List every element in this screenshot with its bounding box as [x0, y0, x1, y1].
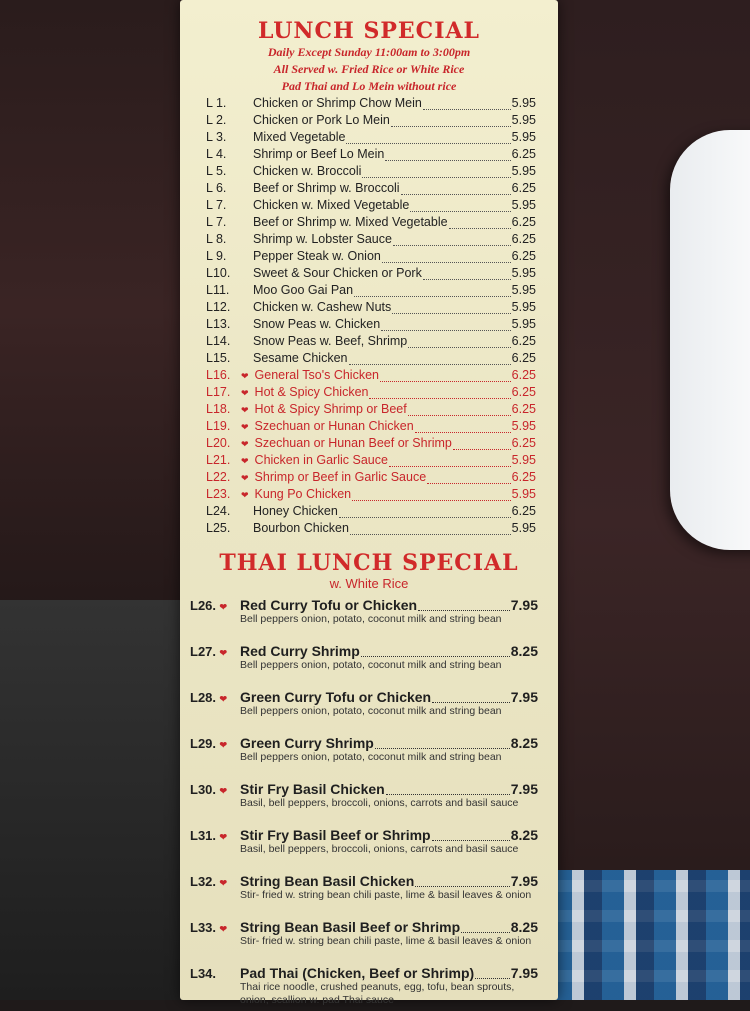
chili-pepper-icon: ❤ [241, 422, 249, 432]
lunch-item-list [206, 96, 536, 538]
item-code: L25. [206, 521, 231, 535]
item-code: L 5. [206, 164, 227, 178]
dot-leader [410, 201, 510, 212]
dot-leader [349, 354, 511, 365]
item-price: 5.95 [511, 419, 536, 433]
thai-item-row [190, 965, 538, 981]
item-price: 7.95 [510, 965, 538, 981]
item-price: 6.25 [511, 368, 536, 382]
item-name: Bourbon Chicken [253, 521, 349, 535]
dot-leader [389, 456, 511, 467]
item-code [190, 828, 240, 843]
dot-leader [423, 269, 511, 280]
menu-item-row [206, 504, 536, 521]
item-price: 6.25 [511, 470, 536, 484]
chili-pepper-icon: ❤ [241, 473, 249, 483]
menu-item-row [206, 266, 536, 283]
thai-menu-item [190, 689, 538, 735]
item-price: 8.25 [510, 827, 538, 843]
item-price: 6.25 [511, 215, 536, 229]
dot-leader [415, 422, 511, 433]
item-name: Beef or Shrimp w. Mixed Vegetable [253, 215, 448, 229]
item-name: Hot & Spicy Shrimp or Beef [254, 402, 407, 416]
menu-item-row [206, 164, 536, 181]
lunch-special-title: LUNCH SPECIAL [257, 18, 481, 44]
thai-menu-item [190, 873, 538, 919]
dot-leader [391, 116, 511, 127]
dot-leader [408, 337, 510, 348]
item-name: Stir Fry Basil Beef or Shrimp [240, 827, 431, 843]
item-price: 5.95 [511, 96, 536, 110]
dot-leader [362, 167, 510, 178]
thai-menu-item [190, 781, 538, 827]
item-code: L 8. [206, 232, 227, 246]
item-code [190, 920, 240, 935]
thai-lunch-special-title: THAI LUNCH SPECIAL [219, 550, 519, 576]
item-code: L17. [206, 385, 231, 399]
item-name: Shrimp w. Lobster Sauce [253, 232, 392, 246]
menu-item-row [206, 351, 536, 368]
item-name: Shrimp or Beef Lo Mein [253, 147, 385, 161]
item-name: Pepper Steak w. Onion [253, 249, 381, 263]
item-code: L23. [206, 487, 231, 501]
item-description: Basil, bell peppers, broccoli, onions, carrots and basil sauce [240, 843, 519, 855]
dot-leader [415, 876, 509, 887]
dot-leader [408, 405, 511, 416]
thai-item-list [190, 597, 538, 1011]
menu-item-row [206, 521, 536, 538]
item-price: 5.95 [511, 283, 536, 297]
item-code-text: L28. [190, 690, 217, 705]
chili-pepper-icon: ❤ [217, 924, 228, 934]
item-code: L 1. [206, 96, 227, 110]
dot-leader [375, 738, 510, 749]
dot-leader [369, 388, 510, 399]
menu-item-row [206, 470, 536, 487]
item-name: Chicken w. Cashew Nuts [253, 300, 392, 314]
thai-item-row [190, 827, 538, 843]
chili-pepper-icon: ❤ [241, 456, 249, 466]
thai-item-row [190, 643, 538, 659]
chili-pepper-icon: ❤ [217, 832, 228, 842]
item-price: 5.95 [511, 266, 536, 280]
chili-pepper-icon: ❤ [217, 648, 228, 658]
item-name: String Bean Basil Chicken [240, 873, 415, 889]
dot-leader [432, 830, 510, 841]
chili-pepper-icon: ❤ [241, 490, 249, 500]
item-code: L 7. [206, 215, 227, 229]
item-code: L11. [206, 283, 230, 297]
menu-item-row [206, 198, 536, 215]
item-name: Beef or Shrimp w. Broccoli [253, 181, 400, 195]
lunch-note: Pad Thai and Lo Mein without rice [281, 79, 457, 93]
item-price: 5.95 [511, 487, 536, 501]
thai-menu-item [190, 597, 538, 643]
item-code [190, 598, 240, 613]
chili-pepper-icon: ❤ [241, 371, 249, 381]
item-name: Pad Thai (Chicken, Beef or Shrimp) [240, 965, 475, 981]
thai-item-row [190, 873, 538, 889]
item-name: Red Curry Tofu or Chicken [240, 597, 418, 613]
item-code [190, 736, 240, 751]
thai-menu-item [190, 965, 538, 1011]
menu-item-row [206, 385, 536, 402]
item-code: L15. [206, 351, 231, 365]
item-name: Mixed Vegetable [253, 130, 346, 144]
dot-leader [432, 692, 510, 703]
item-name: Red Curry Shrimp [240, 643, 360, 659]
item-description: Stir- fried w. string bean chili paste, lime & basil leaves & onion [240, 935, 532, 947]
item-price: 8.25 [510, 919, 538, 935]
item-price: 6.25 [511, 334, 536, 348]
dot-leader [393, 235, 511, 246]
item-code [190, 966, 240, 981]
item-description: Basil, bell peppers, broccoli, onions, carrots and basil sauce [240, 797, 519, 809]
item-code: L 7. [206, 198, 227, 212]
menu-item-row [206, 317, 536, 334]
dot-leader [339, 507, 511, 518]
item-code: L24. [206, 504, 231, 518]
item-name: Green Curry Tofu or Chicken [240, 689, 432, 705]
item-price: 7.95 [510, 597, 538, 613]
item-name: Stir Fry Basil Chicken [240, 781, 385, 797]
floor [0, 600, 210, 1000]
item-name: Chicken in Garlic Sauce [254, 453, 388, 467]
thai-menu-item [190, 827, 538, 873]
lunch-note: All Served w. Fried Rice or White Rice [273, 62, 465, 76]
dot-leader [423, 99, 511, 110]
item-price: 7.95 [510, 873, 538, 889]
item-price: 5.95 [511, 453, 536, 467]
menu-item-row [206, 215, 536, 232]
item-description: Thai rice noodle, crushed peanuts, egg, tofu, bean sprouts, onion, scallion w. pad Thai sauce [240, 981, 515, 1006]
item-price: 6.25 [511, 147, 536, 161]
item-name: Snow Peas w. Beef, Shrimp [253, 334, 408, 348]
item-price: 6.25 [511, 181, 536, 195]
dot-leader [392, 303, 510, 314]
item-price: 6.25 [511, 402, 536, 416]
item-name: Chicken or Shrimp Chow Mein [253, 96, 422, 110]
thai-item-row [190, 919, 538, 935]
item-name: Chicken or Pork Lo Mein [253, 113, 390, 127]
dot-leader [461, 922, 510, 933]
item-description: Bell peppers onion, potato, coconut milk and string bean [240, 705, 502, 717]
item-code: L10. [206, 266, 231, 280]
dot-leader [401, 184, 511, 195]
item-code [190, 874, 240, 889]
menu-item-row [206, 249, 536, 266]
dot-leader [453, 439, 511, 450]
item-description: Bell peppers onion, potato, coconut milk and string bean [240, 659, 502, 671]
item-description: Bell peppers onion, potato, coconut milk and string bean [240, 613, 502, 625]
menu-item-row [206, 487, 536, 504]
menu-item-row [206, 232, 536, 249]
item-price: 5.95 [511, 521, 536, 535]
chili-pepper-icon: ❤ [217, 878, 228, 888]
item-name: Kung Po Chicken [254, 487, 352, 501]
menu-item-row [206, 283, 536, 300]
item-code [190, 644, 240, 659]
dot-leader [380, 371, 511, 382]
chili-pepper-icon: ❤ [217, 602, 228, 612]
plate [670, 130, 750, 550]
dot-leader [418, 600, 510, 611]
dot-leader [354, 286, 511, 297]
thai-item-row [190, 781, 538, 797]
item-price: 5.95 [511, 113, 536, 127]
item-code-text: L34. [190, 966, 217, 981]
item-name: Hot & Spicy Chicken [254, 385, 369, 399]
item-code-text: L29. [190, 736, 217, 751]
item-code-text: L33. [190, 920, 217, 935]
item-price: 7.95 [510, 689, 538, 705]
item-code-text: L32. [190, 874, 217, 889]
item-code-text: L31. [190, 828, 217, 843]
dot-leader [382, 252, 511, 263]
item-code: L 6. [206, 181, 227, 195]
chili-pepper-icon: ❤ [241, 388, 249, 398]
dot-leader [352, 490, 511, 501]
item-code: L 3. [206, 130, 227, 144]
item-code-text: L27. [190, 644, 217, 659]
thai-item-row [190, 597, 538, 613]
dot-leader [346, 133, 510, 144]
item-code: L18. [206, 402, 231, 416]
item-price: 6.25 [511, 249, 536, 263]
item-code: L20. [206, 436, 231, 450]
chili-pepper-icon: ❤ [241, 439, 249, 449]
item-code: L 2. [206, 113, 227, 127]
dot-leader [381, 320, 511, 331]
item-price: 5.95 [511, 130, 536, 144]
item-name: Shrimp or Beef in Garlic Sauce [254, 470, 427, 484]
dot-leader [427, 473, 511, 484]
item-name: Sesame Chicken [253, 351, 348, 365]
menu-item-row [206, 368, 536, 385]
item-price: 6.25 [511, 385, 536, 399]
chili-pepper-icon: ❤ [217, 740, 228, 750]
item-price: 5.95 [511, 164, 536, 178]
menu-item-row [206, 96, 536, 113]
item-price: 8.25 [510, 735, 538, 751]
chili-pepper-icon: ❤ [217, 786, 228, 796]
item-price: 6.25 [511, 436, 536, 450]
item-code: L12. [206, 300, 231, 314]
plaid-cloth [550, 870, 750, 1000]
item-code: L14. [206, 334, 231, 348]
chili-pepper-icon: ❤ [217, 694, 228, 704]
item-description: Stir- fried w. string bean chili paste, lime & basil leaves & onion [240, 889, 532, 901]
item-code: L13. [206, 317, 231, 331]
item-price: 6.25 [511, 351, 536, 365]
item-code-text: L26. [190, 598, 217, 613]
item-price: 5.95 [511, 317, 536, 331]
item-code [190, 782, 240, 797]
item-price: 5.95 [511, 300, 536, 314]
thai-item-row [190, 689, 538, 705]
menu-item-row [206, 436, 536, 453]
dot-leader [475, 968, 510, 979]
menu-item-row [206, 113, 536, 130]
thai-item-row [190, 735, 538, 751]
chili-pepper-icon: ❤ [241, 405, 249, 415]
item-name: Moo Goo Gai Pan [253, 283, 354, 297]
item-name: Sweet & Sour Chicken or Pork [253, 266, 422, 280]
menu-item-row [206, 419, 536, 436]
thai-menu-item [190, 919, 538, 965]
menu-item-row [206, 147, 536, 164]
item-name: Szechuan or Hunan Chicken [254, 419, 414, 433]
item-code-text: L30. [190, 782, 217, 797]
dot-leader [361, 646, 510, 657]
menu-item-row [206, 334, 536, 351]
item-code: L21. [206, 453, 231, 467]
item-code: L 9. [206, 249, 227, 263]
item-name: String Bean Basil Beef or Shrimp [240, 919, 461, 935]
item-price: 8.25 [510, 643, 538, 659]
lunch-notes [180, 44, 558, 95]
item-name: Chicken w. Mixed Vegetable [253, 198, 410, 212]
menu-item-row [206, 300, 536, 317]
item-code: L16. [206, 368, 231, 382]
item-price: 6.25 [511, 504, 536, 518]
item-code: L19. [206, 419, 231, 433]
menu-item-row [206, 402, 536, 419]
item-name: Snow Peas w. Chicken [253, 317, 381, 331]
dot-leader [385, 150, 510, 161]
item-description: Bell peppers onion, potato, coconut milk and string bean [240, 751, 502, 763]
thai-subtitle: w. White Rice [329, 576, 409, 591]
item-code [190, 690, 240, 705]
menu-item-row [206, 181, 536, 198]
menu-card [180, 0, 558, 1006]
menu-item-row [206, 130, 536, 147]
thai-menu-item [190, 643, 538, 689]
item-code: L 4. [206, 147, 227, 161]
item-price: 5.95 [511, 198, 536, 212]
table-surface-left [0, 0, 210, 620]
item-name: Szechuan or Hunan Beef or Shrimp [254, 436, 452, 450]
dot-leader [350, 524, 511, 535]
item-name: Honey Chicken [253, 504, 338, 518]
item-code: L22. [206, 470, 231, 484]
item-name: Green Curry Shrimp [240, 735, 374, 751]
lunch-note: Daily Except Sunday 11:00am to 3:00pm [267, 45, 471, 59]
thai-menu-item [190, 735, 538, 781]
item-price: 6.25 [511, 232, 536, 246]
dot-leader [449, 218, 511, 229]
item-name: General Tso's Chicken [254, 368, 379, 382]
dot-leader [386, 784, 510, 795]
item-price: 7.95 [510, 781, 538, 797]
item-name: Chicken w. Broccoli [253, 164, 362, 178]
menu-item-row [206, 453, 536, 470]
